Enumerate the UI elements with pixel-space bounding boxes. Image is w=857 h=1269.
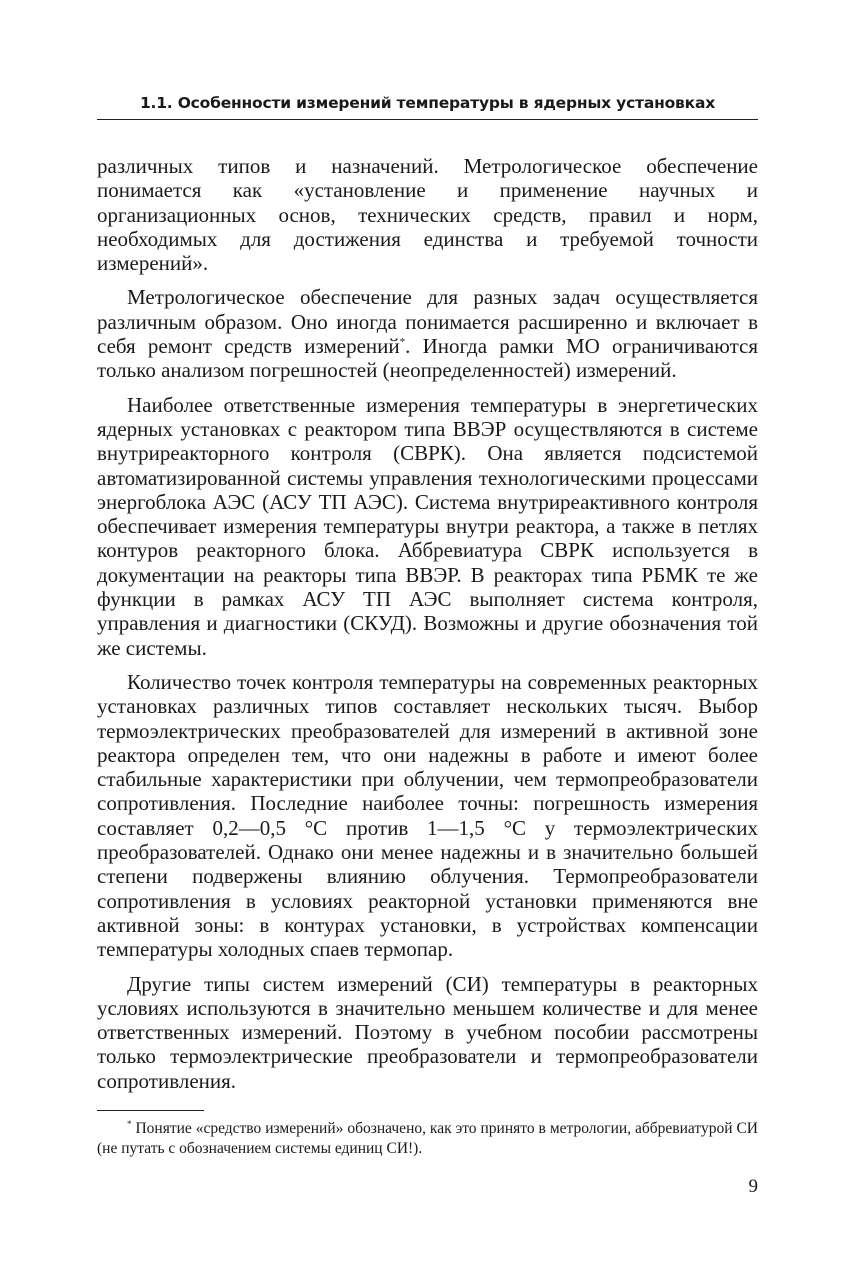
paragraph-4: Количество точек контроля температуры на современных реакторных установках различных типов составляет нескольких тысяч. Выбор термоэлектрических преобразователей для измерений в активной зоне реактора определен тем, что они надежны в работе и имеют более стабильные характеристики при облучении, чем термопреобразователи сопротивления. Последние наиболее точны: погрешность измерения составляет 0,2—0,5 °C против 1—1,5 °C у термоэлектрических преобразователей. Однако они менее надежны и в значительно большей степени подвержены влиянию облучения. Термопреобразователи сопротивления в условиях реакторной установки применяются вне активной зоны: в контурах установки, в устройствах компенсации температуры холодных спаев термопар. [97,669,758,962]
page-number: 9 [748,1176,758,1197]
footnote-mark: * [127,1119,132,1129]
paragraph-2 [97,285,758,382]
footnote-reference: * [399,336,406,349]
paragraph-2-text-a: Метрологическое обеспечение для разных задач осуществляется различным образом. Оно иногда понимается расширенно и включает в себя ремонт средств измерений [97,285,758,359]
footnote [97,1119,758,1159]
running-header: 1.1. Особенности измерений температуры в ядерных установках [139,94,716,112]
paragraph-3: Наиболее ответственные измерения температуры в энергетических ядерных установках с реактором типа ВВЭР осуществляются в системе внутриреакторного контроля (СВРК). Она является подсистемой автоматизированной системы управления технологическими процессами энергоблока АЭС (АСУ ТП АЭС). Система внутриреактивного контроля обеспечивает измерения температуры внутри реактора, а также в петлях контуров реакторного блока. Аббревиатура СВРК используется в документации на реакторы типа ВВЭР. В реакторах типа РБМК те же функции в рамках АСУ ТП АЭС выполняет система контроля, управления и диагностики (СКУД). Возможны и другие обозначения той же системы. [97,392,758,660]
body-text [97,154,758,1103]
paragraph-2-text-b: . Иногда рамки МО ограничиваются только анализом погрешностей (неопределенностей) измерений. [97,334,758,383]
paragraph-5: Другие типы систем измерений (СИ) температуры в реакторных условиях используются в значительно меньшем количестве и для менее ответственных измерений. Поэтому в учебном пособии рассмотрены только термоэлектрические преобразователи и термопреобразователи сопротивления. [97,971,758,1093]
header-rule [97,119,758,120]
footnote-text: Понятие «средство измерений» обозначено, как это принято в метрологии, аббревиатурой СИ (не путать с обозначением системы единиц СИ!). [97,1120,758,1157]
footnote-rule [97,1110,204,1111]
paragraph-1: различных типов и назначений. Метрологическое обеспечение понимается как «установление и применение научных и организационных основ, технических средств, правил и норм, необходимых для достижения единства и требуемой точности измерений». [97,154,758,276]
